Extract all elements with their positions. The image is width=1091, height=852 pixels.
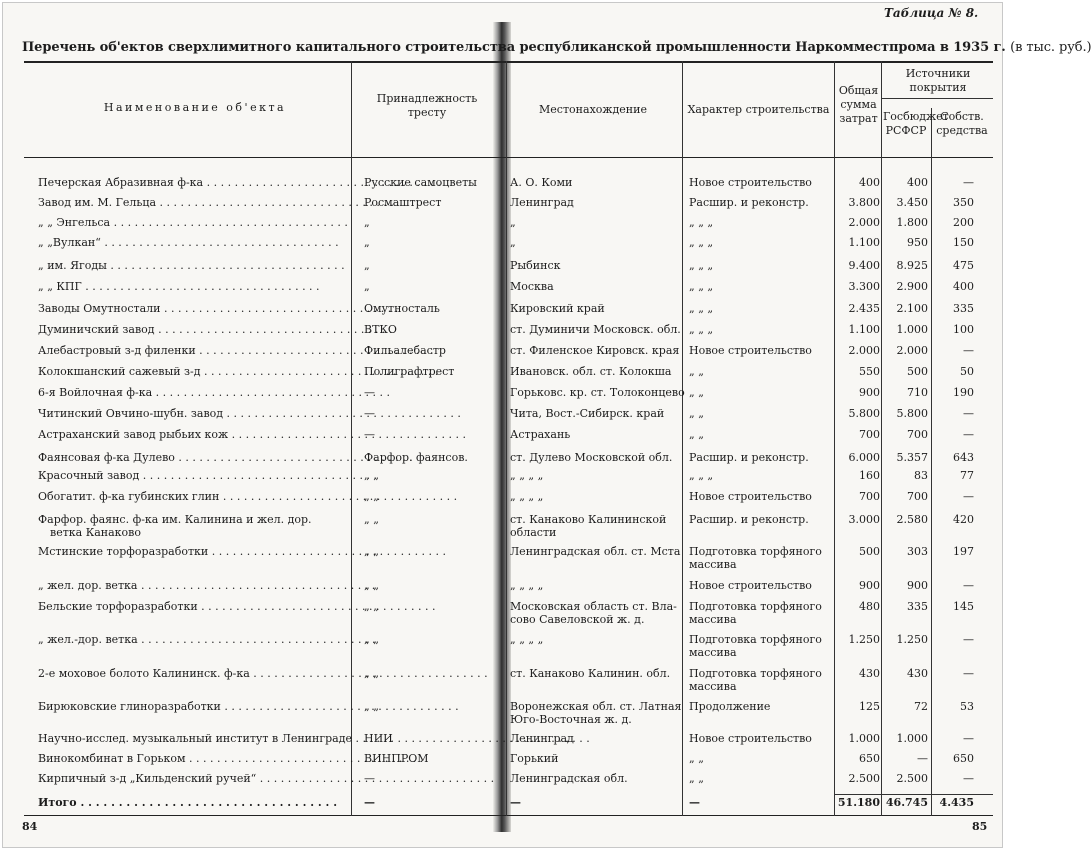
cell-type: Расшир. и реконстр.	[689, 451, 809, 464]
header-own: Собств. средства	[936, 110, 988, 137]
cell-gos: 335	[907, 600, 928, 613]
table-row	[0, 451, 1007, 468]
cell-type: Новое строительство	[689, 732, 812, 745]
cell-name: Обогатит. ф-ка губинских глин . . .	[38, 490, 350, 503]
cell-own: 145	[953, 600, 974, 613]
cell-location: Ленинградская обл.	[510, 772, 628, 785]
cell-own: 350	[953, 196, 974, 209]
cell-trust: Полиграфтрест	[364, 365, 455, 378]
cell-type: „ „ „	[689, 323, 714, 336]
cell-name: „ „ Энгельса . . .	[38, 216, 350, 229]
cell-total: 650	[859, 752, 880, 765]
cell-own: 650	[953, 752, 974, 765]
cell-type: Подготовка торфяного	[689, 633, 822, 646]
cell-location: ст. Думиничи Московск. обл.	[510, 323, 681, 336]
table-row	[0, 386, 1007, 403]
cell-name: Бельские торфоразработки . . .	[38, 600, 350, 613]
cell-name: Думиничский завод . . .	[38, 323, 350, 336]
cell-type: „ „	[689, 428, 704, 441]
cell-location: Ленинград	[510, 196, 574, 209]
cell-total: 1.000	[848, 732, 880, 745]
cell-location: Воронежская обл. ст. Латная	[510, 700, 682, 713]
table-number: Таблица № 8.	[884, 6, 979, 20]
cell-gos: 950	[907, 236, 928, 249]
cell-own: —	[963, 579, 974, 592]
cell-type: „ „	[689, 365, 704, 378]
cell-gos: 1.800	[896, 216, 928, 229]
cell-gos: 700	[907, 490, 928, 503]
table-row	[0, 365, 1007, 382]
cell-total: 900	[859, 579, 880, 592]
cell-own: —	[963, 490, 974, 503]
table-row	[0, 490, 1007, 507]
cell-location: Горький	[510, 752, 559, 765]
cell-name: Мстинские торфоразработки . . .	[38, 545, 350, 558]
cell-type: Продолжение	[689, 700, 771, 713]
cell-gos: 5.800	[896, 407, 928, 420]
cell-own: 200	[953, 216, 974, 229]
cell-location: Кировский край	[510, 302, 605, 315]
cell-trust: —	[364, 407, 375, 420]
cell-trust: —	[364, 386, 375, 399]
header-sources: Источники покрытия	[905, 67, 971, 94]
cell-type: „ „ „	[689, 280, 714, 293]
table-row	[0, 545, 1007, 571]
table-row	[0, 196, 1007, 213]
table-row	[0, 633, 1007, 659]
cell-name: Читинский Овчино-шубн. завод . . .	[38, 407, 350, 420]
cell-total: 2.000	[848, 216, 880, 229]
cell-gos: 1.250	[896, 633, 928, 646]
table-row	[0, 732, 1007, 749]
table-row	[0, 772, 1007, 789]
cell-own: 643	[953, 451, 974, 464]
header-bottom-rule	[24, 157, 993, 158]
cell-gos: —	[917, 752, 928, 765]
cell-type: Новое строительство	[689, 344, 812, 357]
cell-type: „ „ „	[689, 259, 714, 272]
cell-own: —	[963, 176, 974, 189]
cell-total: 1.100	[848, 236, 880, 249]
cell-trust: —	[364, 428, 375, 441]
cell-total: 700	[859, 490, 880, 503]
table-row	[0, 236, 1007, 253]
cell-trust: Фарфор. фаянсов.	[364, 451, 468, 464]
table-row	[0, 407, 1007, 424]
cell-location: Ленинград	[510, 732, 574, 745]
cell-gos: 8.925	[896, 259, 928, 272]
cell-own: 420	[953, 513, 974, 526]
table-top-rule	[24, 61, 993, 63]
table-row	[0, 752, 1007, 769]
cell-own: —	[963, 772, 974, 785]
cell-own: 197	[953, 545, 974, 558]
cell-name: Заводы Омутностали . . .	[38, 302, 350, 315]
cell-type-line2: массива	[689, 613, 737, 626]
cell-location: ст. Дулево Московской обл.	[510, 451, 673, 464]
cell-total: 6.000	[848, 451, 880, 464]
cell-total: 480	[859, 600, 880, 613]
cell-location-line2: сово Савеловской ж. д.	[510, 613, 645, 626]
cell-type: Расшир. и реконстр.	[689, 196, 809, 209]
table-row	[0, 323, 1007, 340]
cell-total: 550	[859, 365, 880, 378]
cell-location: Ивановск. обл. ст. Колокша	[510, 365, 672, 378]
cell-location: —	[510, 796, 521, 809]
cell-own: 50	[960, 365, 974, 378]
cell-location: „	[510, 236, 516, 249]
cell-name: „ „ КПГ . . .	[38, 280, 350, 293]
cell-name: Итого . . .	[38, 796, 350, 809]
cell-name-line2: ветка Канаково	[50, 526, 141, 539]
cell-trust: „	[364, 259, 370, 272]
cell-gos: 900	[907, 579, 928, 592]
cell-own: 77	[960, 469, 974, 482]
cell-type-line2: массива	[689, 680, 737, 693]
cell-location: Московская область ст. Вла-	[510, 600, 677, 613]
cell-trust: „ „	[364, 545, 379, 558]
title-right: бликанской промышленности Наркомместпрома в 1935 г.	[562, 40, 1006, 55]
cell-gos: 710	[907, 386, 928, 399]
cell-type: „ „	[689, 386, 704, 399]
cell-location-line2: Юго-Восточная ж. д.	[510, 713, 632, 726]
cell-name: Винокомбинат в Горьком . . .	[38, 752, 350, 765]
cell-total: 9.400	[848, 259, 880, 272]
table-row	[0, 428, 1007, 445]
table-row	[0, 344, 1007, 361]
header-trust: Принадлежность тресту	[376, 92, 478, 119]
cell-name: „ жел.-дор. ветка . . .	[38, 633, 350, 646]
cell-own: —	[963, 428, 974, 441]
table-row	[0, 259, 1007, 276]
cell-own: 53	[960, 700, 974, 713]
cell-total: 430	[859, 667, 880, 680]
cell-gos: 72	[914, 700, 928, 713]
cell-gos: 3.450	[896, 196, 928, 209]
cell-total: 51.180	[837, 796, 880, 809]
table-row	[0, 700, 1007, 726]
cell-name: Печерская Абразивная ф-ка . . .	[38, 176, 350, 189]
cell-gos: 5.357	[896, 451, 928, 464]
cell-total: 1.250	[848, 633, 880, 646]
cell-gos: 430	[907, 667, 928, 680]
cell-location: Горьковс. кр. ст. Толоконцево	[510, 386, 685, 399]
cell-trust: ВТКО	[364, 323, 397, 336]
cell-gos: 400	[907, 176, 928, 189]
table-row	[0, 667, 1007, 693]
title-unit: (в тыс. руб.)	[1010, 40, 1091, 55]
cell-trust: „	[364, 280, 370, 293]
cell-location: ст. Канаково Калининской	[510, 513, 667, 526]
table-row	[0, 469, 1007, 486]
cell-own: 100	[953, 323, 974, 336]
cell-total: 2.000	[848, 344, 880, 357]
cell-gos: 2.000	[896, 344, 928, 357]
cell-name: Кирпичный з-д „Кильденский ручей“ . . .	[38, 772, 350, 785]
table-row	[0, 579, 1007, 596]
header-location: Местонахождение	[539, 103, 647, 116]
cell-trust: „ „	[364, 700, 379, 713]
table-row	[0, 176, 1007, 193]
cell-trust: „ „	[364, 490, 379, 503]
cell-trust: „ „	[364, 513, 379, 526]
header-type: Характер строительства	[687, 103, 830, 116]
cell-location: Астрахань	[510, 428, 571, 441]
cell-gos: 2.580	[896, 513, 928, 526]
cell-trust: ВИНПРОМ	[364, 752, 429, 765]
cell-name: „ им. Ягоды . . .	[38, 259, 350, 272]
cell-trust: „ „	[364, 600, 379, 613]
cell-own: —	[963, 633, 974, 646]
cell-type: Подготовка торфяного	[689, 600, 822, 613]
cell-type: Новое строительство	[689, 579, 812, 592]
cell-gos: 1.000	[896, 732, 928, 745]
sources-subheader-rule	[881, 98, 993, 99]
cell-name: Алебастровый з-д филенки . . .	[38, 344, 350, 357]
cell-name: Фарфор. фаянс. ф-ка им. Калинина и жел. дор.	[38, 513, 312, 526]
cell-location: А. О. Коми	[510, 176, 573, 189]
cell-type-line2: массива	[689, 646, 737, 659]
cell-name: „ жел. дор. ветка . . .	[38, 579, 350, 592]
cell-type-line2: массива	[689, 558, 737, 571]
cell-name: 2-е моховое болото Калининск. ф-ка . . .	[38, 667, 350, 680]
cell-location: „	[510, 216, 516, 229]
cell-type: „ „ „	[689, 302, 714, 315]
cell-location: Москва	[510, 280, 554, 293]
cell-type: „ „ „	[689, 236, 714, 249]
cell-name: Астраханский завод рыбьих кож . . .	[38, 428, 350, 441]
cell-total: 3.000	[848, 513, 880, 526]
cell-trust: Росмаштрест	[364, 196, 442, 209]
cell-type: —	[689, 796, 700, 809]
cell-gos: 1.000	[896, 323, 928, 336]
cell-trust: „ „	[364, 469, 379, 482]
cell-own: 475	[953, 259, 974, 272]
cell-gos: 303	[907, 545, 928, 558]
header-gos: Госбюджет РСФСР	[883, 110, 949, 137]
cell-name: „ „Вулкан“ . . .	[38, 236, 350, 249]
cell-trust: „	[364, 216, 370, 229]
page-number-left: 84	[22, 820, 38, 833]
cell-type: Подготовка торфяного	[689, 667, 822, 680]
cell-type: „ „ „	[689, 216, 714, 229]
table-row	[0, 302, 1007, 319]
table-row	[0, 280, 1007, 297]
cell-trust: „ „	[364, 579, 379, 592]
cell-location: ст. Канаково Калинин. обл.	[510, 667, 671, 680]
table-title	[22, 40, 1091, 55]
cell-trust: —	[364, 796, 375, 809]
cell-location: ст. Филенское Кировск. края	[510, 344, 680, 357]
cell-own: 4.435	[939, 796, 974, 809]
cell-name: Колокшанский сажевый з-д . . .	[38, 365, 350, 378]
cell-location: „ „ „ „	[510, 579, 544, 592]
cell-total: 5.800	[848, 407, 880, 420]
cell-gos: 700	[907, 428, 928, 441]
cell-gos: 46.745	[885, 796, 928, 809]
cell-location: „ „ „ „	[510, 469, 544, 482]
cell-name: Научно-исслед. музыкальный институт в Ленинграде . . .	[38, 732, 350, 745]
table-row	[0, 216, 1007, 233]
cell-type: Новое строительство	[689, 490, 812, 503]
cell-total: 3.300	[848, 280, 880, 293]
table-row	[0, 513, 1007, 539]
header-total: Общая сумма затрат	[838, 84, 879, 125]
table-row	[0, 600, 1007, 626]
cell-name: 6-я Войлочная ф-ка . . .	[38, 386, 350, 399]
cell-trust: Омутносталь	[364, 302, 440, 315]
cell-total: 900	[859, 386, 880, 399]
cell-gos: 2.900	[896, 280, 928, 293]
cell-name: Завод им. М. Гельца . . .	[38, 196, 350, 209]
cell-type: Новое строительство	[689, 176, 812, 189]
cell-trust: „	[364, 236, 370, 249]
cell-type: „ „	[689, 407, 704, 420]
cell-gos: 83	[914, 469, 928, 482]
cell-total: 125	[859, 700, 880, 713]
cell-own: —	[963, 667, 974, 680]
cell-location-line2: области	[510, 526, 557, 539]
cell-name: Красочный завод . . .	[38, 469, 350, 482]
cell-own: —	[963, 344, 974, 357]
cell-trust: „ „	[364, 667, 379, 680]
table-row	[0, 796, 1007, 813]
cell-total: 1.100	[848, 323, 880, 336]
cell-type: „ „	[689, 772, 704, 785]
cell-location: Ленинградская обл. ст. Мста	[510, 545, 681, 558]
cell-gos: 2.100	[896, 302, 928, 315]
cell-total: 3.800	[848, 196, 880, 209]
cell-own: 400	[953, 280, 974, 293]
cell-trust: „ „	[364, 633, 379, 646]
cell-total: 160	[859, 469, 880, 482]
cell-own: 335	[953, 302, 974, 315]
cell-name: Бирюковские глиноразработки . . .	[38, 700, 350, 713]
cell-type: „ „	[689, 752, 704, 765]
cell-total: 700	[859, 428, 880, 441]
cell-gos: 2.500	[896, 772, 928, 785]
title-left: Перечень об'ектов сверхлимитного капитального строительства респу	[22, 40, 563, 55]
cell-trust: Фильалебастр	[364, 344, 446, 357]
cell-own: 150	[953, 236, 974, 249]
cell-type: Подготовка торфяного	[689, 545, 822, 558]
cell-total: 400	[859, 176, 880, 189]
cell-location: „ „ „ „	[510, 633, 544, 646]
cell-own: —	[963, 407, 974, 420]
cell-location: Рыбинск	[510, 259, 561, 272]
total-rule	[834, 794, 993, 795]
cell-trust: НИИ	[364, 732, 393, 745]
cell-total: 2.435	[848, 302, 880, 315]
cell-own: —	[963, 732, 974, 745]
cell-total: 500	[859, 545, 880, 558]
cell-trust: —	[364, 772, 375, 785]
cell-own: 190	[953, 386, 974, 399]
cell-type: „ „ „	[689, 469, 714, 482]
cell-location: „ „ „ „	[510, 490, 544, 503]
cell-name: Фаянсовая ф-ка Дулево . . .	[38, 451, 350, 464]
cell-total: 2.500	[848, 772, 880, 785]
cell-type: Расшир. и реконстр.	[689, 513, 809, 526]
cell-trust: Русские самоцветы	[364, 176, 477, 189]
cell-gos: 500	[907, 365, 928, 378]
cell-location: Чита, Вост.-Сибирск. край	[510, 407, 665, 420]
header-name: Наименование об'екта	[103, 101, 287, 114]
table-bottom-rule	[24, 815, 993, 816]
page-number-right: 85	[972, 820, 988, 833]
